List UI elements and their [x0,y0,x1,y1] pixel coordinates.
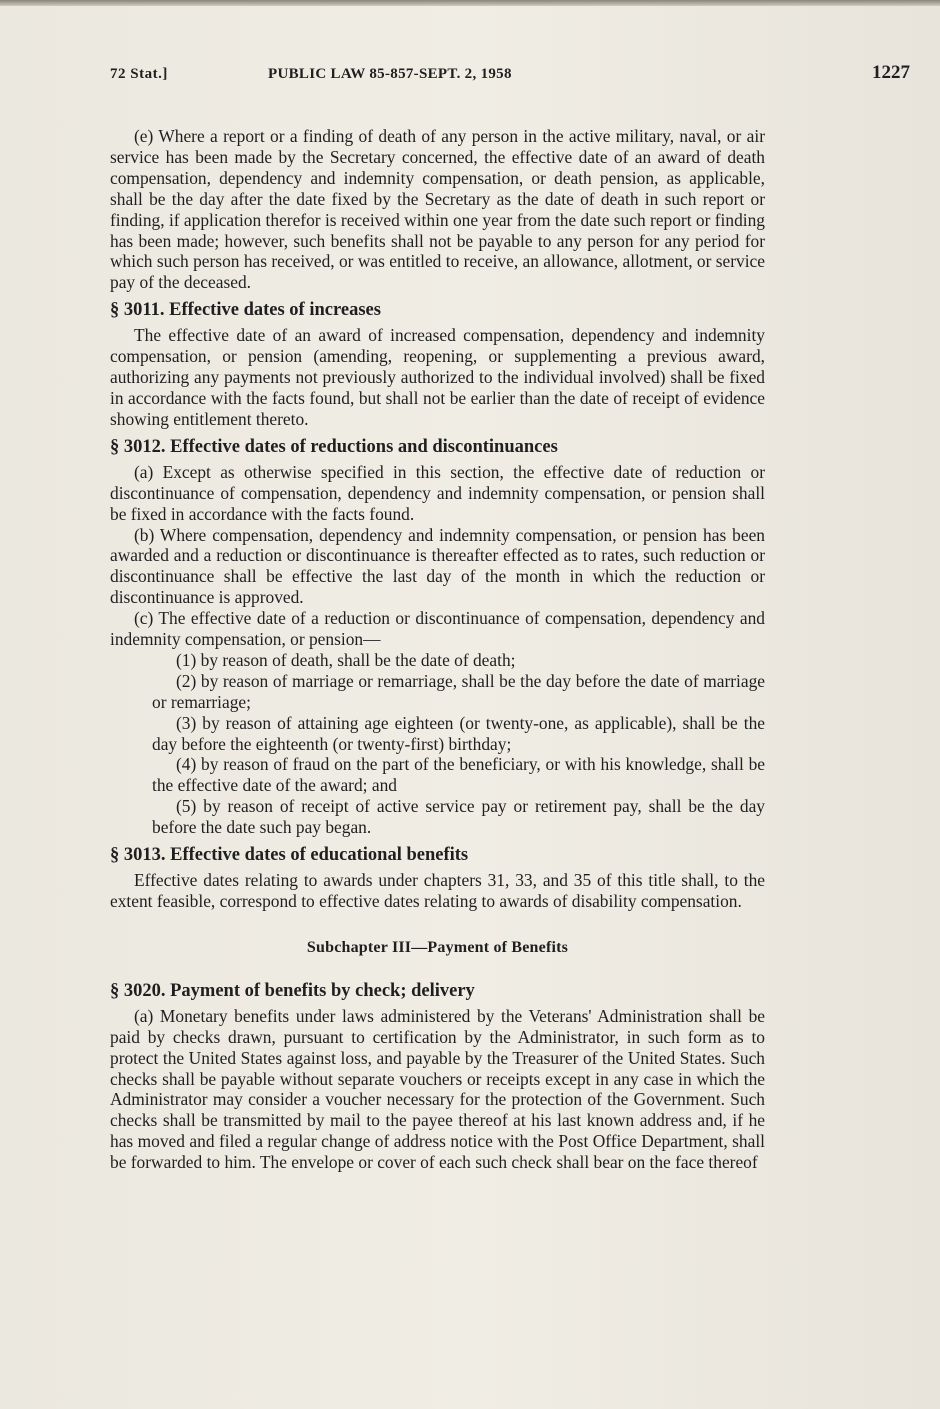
section-3012-c2: (2) by reason of marriage or remarriage, shall be the day before the date of marriage or remarriage; [152,670,765,712]
section-3012-c4: (4) by reason of fraud on the part of the beneficiary, or with his knowledge, shall be the effective date of the award; and [152,754,765,796]
section-3011-heading: § 3011. Effective dates of increases [110,300,381,321]
section-3012-c: (c) The effective date of a reduction or discontinuance of compensation, dependency and indemnity compensation, or pension— [110,608,765,650]
section-3011-text: The effective date of an award of increased compensation, dependency and indemnity compensation, or pension (amending, reopening, or supplementing a previous award, authorizing any payments not previously authorized to the individual involved) shall be fixed in accordance with the facts found, but shall not be earlier than the date of receipt of evidence showing entitlement thereto. [110,325,765,429]
document-body [110,126,765,1173]
section-3012-heading: § 3012. Effective dates of reductions and discontinuances [110,436,558,457]
statute-reference: 72 Stat.] [110,66,168,82]
section-3012-c1: (1) by reason of death, shall be the date of death; [176,649,516,670]
paragraph-e: (e) Where a report or a finding of death of any person in the active military, naval, or air service has been made by the Secretary concerned, the effective date of an award of death compensation, dependency and indemnity compensation, or death pension, as applicable, shall be the day after the date fixed by the Secretary as the date of death in such report or finding, if application therefor is received within one year from the date such report or finding has been made; however, such benefits shall not be payable to any person for any period for which such person has received, or was entitled to receive, an allowance, allotment, or service pay of the deceased. [110,126,765,293]
section-3012-a: (a) Except as otherwise specified in this section, the effective date of reduction or discontinuance of compensation, dependency and indemnity compensation, or pension shall be fixed in accordance with the facts found. [110,461,765,524]
running-header [110,62,910,90]
page-number: 1227 [872,62,910,83]
section-3013-heading: § 3013. Effective dates of educational benefits [110,845,469,866]
subchapter-heading: Subchapter III—Payment of Benefits [306,938,569,956]
section-3012-b: (b) Where compensation, dependency and indemnity compensation, or pension has been awarded and a reduction or discontinuance is thereafter effected as to rates, such reduction or discontinuance shall be effective the last day of the month in which the reduction or discontinuance is approved. [110,524,765,608]
section-3020-heading: § 3020. Payment of benefits by check; delivery [110,980,475,1001]
public-law-title: PUBLIC LAW 85-857-SEPT. 2, 1958 [268,66,512,82]
section-3012-c5: (5) by reason of receipt of active service pay or retirement pay, shall be the day before the date such pay began. [152,796,765,838]
section-3012-c3: (3) by reason of attaining age eighteen (or twenty-one, as applicable), shall be the day before the eighteenth (or twenty-first) birthday; [152,712,765,754]
section-3020-a: (a) Monetary benefits under laws administered by the Veterans' Administration shall be paid by checks drawn, pursuant to certification by the Administrator, in such form as to protect the United States against loss, and payable by the Treasurer of the United States. Such checks shall be payable without separate vouchers or receipts except in any case in which the Administrator may consider a voucher necessary for the protection of the Government. Such checks shall be transmitted by mail to the payee thereof at his last known address and, if he has moved and filed a regular change of address notice with the Post Office Department, shall be forwarded to him. The envelope or cover of each such check shall bear on the face thereof [110,1005,765,1173]
section-3013-text: Effective dates relating to awards under chapters 31, 33, and 35 of this title shall, to the extent feasible, correspond to effective dates relating to awards of disability compensation. [110,870,765,911]
scan-edge [0,0,940,6]
